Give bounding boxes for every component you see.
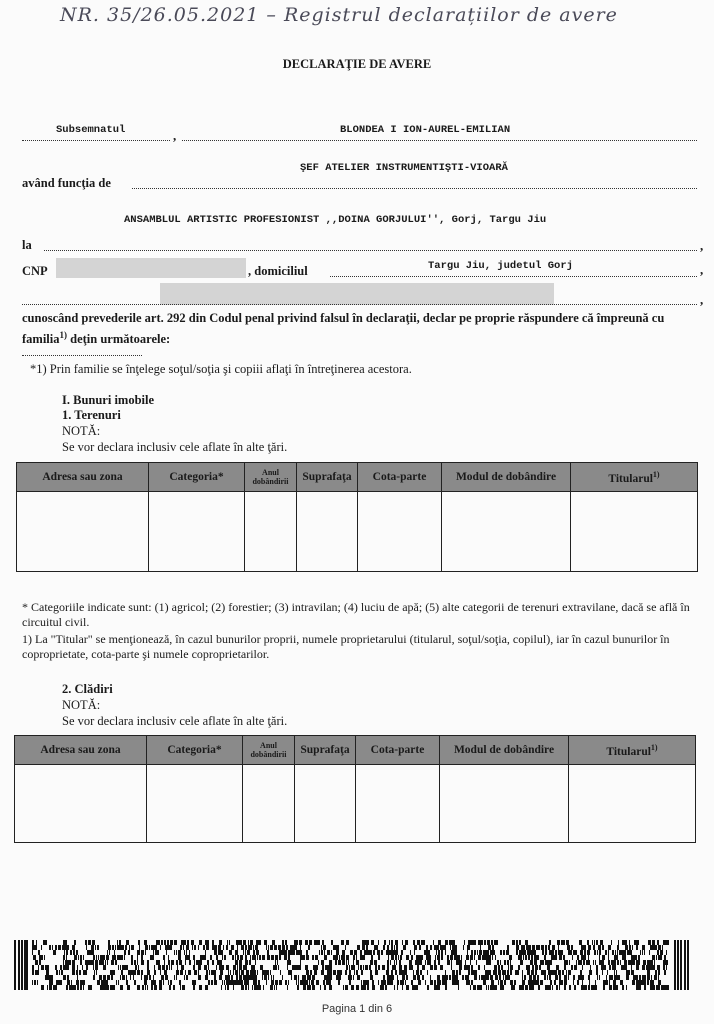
- family-footnote: *1) Prin familie se înţelege soţul/soţia şi copiii aflaţi în întreţinerea acestora.: [30, 362, 412, 376]
- col-header-titularul: [569, 736, 696, 765]
- table-cell: [356, 765, 440, 843]
- dotted-line: [22, 140, 170, 141]
- comma: ,: [700, 292, 704, 307]
- table-cell: [358, 492, 442, 572]
- domicile-label: , domiciliul: [248, 264, 308, 278]
- section-heading: I. Bunuri imobile: [62, 393, 155, 407]
- subsection-heading-terenuri: 1. Terenuri: [62, 408, 121, 422]
- nota-text: Se vor declara inclusiv cele aflate în alte ţări.: [62, 440, 288, 454]
- page-number: Pagina 1 din 6: [321, 1003, 393, 1015]
- table-row: [17, 492, 698, 572]
- dotted-line: [132, 188, 697, 189]
- cnp-label: CNP: [22, 264, 48, 278]
- domicile-value: Targu Jiu, judetul Gorj: [428, 260, 573, 272]
- table-cell: [297, 492, 358, 572]
- handwritten-registration-note: NR. 35/26.05.2021 – Registrul declarațiilor de avere: [60, 4, 618, 26]
- table-cell: [17, 492, 149, 572]
- col-header-modul: Modul de dobândire: [442, 463, 571, 492]
- subsemnatul-label: Subsemnatul: [56, 124, 126, 136]
- titularul-footnote-ref: 1): [650, 743, 658, 753]
- page-title: DECLARAŢIE DE AVERE: [282, 57, 432, 71]
- table-cell: [15, 765, 147, 843]
- table-row: [15, 765, 696, 843]
- subsection-heading-cladiri: 2. Clădiri: [62, 682, 113, 696]
- col-header-modul: Modul de dobândire: [440, 736, 569, 765]
- table-cell: [149, 492, 245, 572]
- cnp-redaction: [56, 258, 246, 278]
- table-cell: [147, 765, 243, 843]
- workplace-value: ANSAMBLUL ARTISTIC PROFESIONIST ,,DOINA GORJULUI'', Gorj, Targu Jiu: [124, 214, 547, 226]
- col-header-anul: Anul dobândirii: [243, 736, 295, 765]
- comma: ,: [700, 262, 704, 277]
- col-header-titularul: [571, 463, 698, 492]
- dotted-line: [182, 140, 697, 141]
- dotted-line: [330, 276, 697, 277]
- table-header-row: [15, 736, 696, 765]
- col-header-categoria: Categoria*: [147, 736, 243, 765]
- table-cell: [442, 492, 571, 572]
- col-header-categoria: Categoria*: [149, 463, 245, 492]
- col-header-anul: Anul dobândirii: [245, 463, 297, 492]
- col-header-suprafata: Suprafaţa: [295, 736, 356, 765]
- col-header-cota: Cota-parte: [358, 463, 442, 492]
- barcode-icon: [14, 940, 690, 990]
- table-cell: [245, 492, 297, 572]
- declaration-text-main: cunoscând prevederile art. 292 din Codul penal privind falsul în declaraţii, declar pe proprie răspundere că împreună cu familia: [22, 311, 665, 347]
- workplace-label: la: [22, 238, 32, 252]
- col-header-titularul-label: Titularul: [608, 472, 653, 485]
- function-label: având funcţia de: [22, 176, 111, 190]
- table-cell: [243, 765, 295, 843]
- nota-text: Se vor declara inclusiv cele aflate în alte ţări.: [62, 714, 288, 728]
- dotted-line: [44, 250, 697, 251]
- titularul-footnote-ref: 1): [652, 470, 660, 480]
- table-cell: [295, 765, 356, 843]
- declarant-name: BLONDEA I ION-AUREL-EMILIAN: [340, 124, 511, 136]
- declaration-text-end: deţin următoarele:: [67, 332, 171, 347]
- comma: ,: [173, 128, 177, 143]
- terenuri-table: [16, 462, 698, 572]
- declaration-text: [22, 310, 702, 348]
- col-header-adresa: Adresa sau zona: [17, 463, 149, 492]
- nota-label: NOTĂ:: [62, 424, 101, 438]
- function-value: ŞEF ATELIER INSTRUMENTIŞTI-VIOARĂ: [300, 162, 508, 174]
- dotted-line: [22, 304, 697, 305]
- col-header-suprafata: Suprafaţa: [297, 463, 358, 492]
- cladiri-table: [14, 735, 696, 843]
- table-cell: [569, 765, 696, 843]
- table-cell: [440, 765, 569, 843]
- table-header-row: [17, 463, 698, 492]
- col-header-titularul-label: Titularul: [606, 745, 651, 758]
- titular-footnote: 1) La "Titular" se menţionează, în cazul bunurilor proprii, numele proprietarului (titularul, soţul/soţia, copilul), iar în cazul bunurilor în coproprietate, cota-parte şi numele coproprietarilor.: [22, 632, 670, 661]
- col-header-adresa: Adresa sau zona: [15, 736, 147, 765]
- categorii-footnote: * Categoriile indicate sunt: (1) agricol; (2) forestier; (3) intravilan; (4) luciu de apă; (5) alte categorii de terenuri extravilane, dacă se află în circuitul civil.: [22, 600, 690, 629]
- dotted-line: [22, 355, 142, 356]
- nota-label: NOTĂ:: [62, 698, 101, 712]
- col-header-cota: Cota-parte: [356, 736, 440, 765]
- declaration-footnote-ref: 1): [59, 330, 67, 340]
- comma: ,: [700, 238, 704, 253]
- table-cell: [571, 492, 698, 572]
- address-redaction: [160, 283, 554, 305]
